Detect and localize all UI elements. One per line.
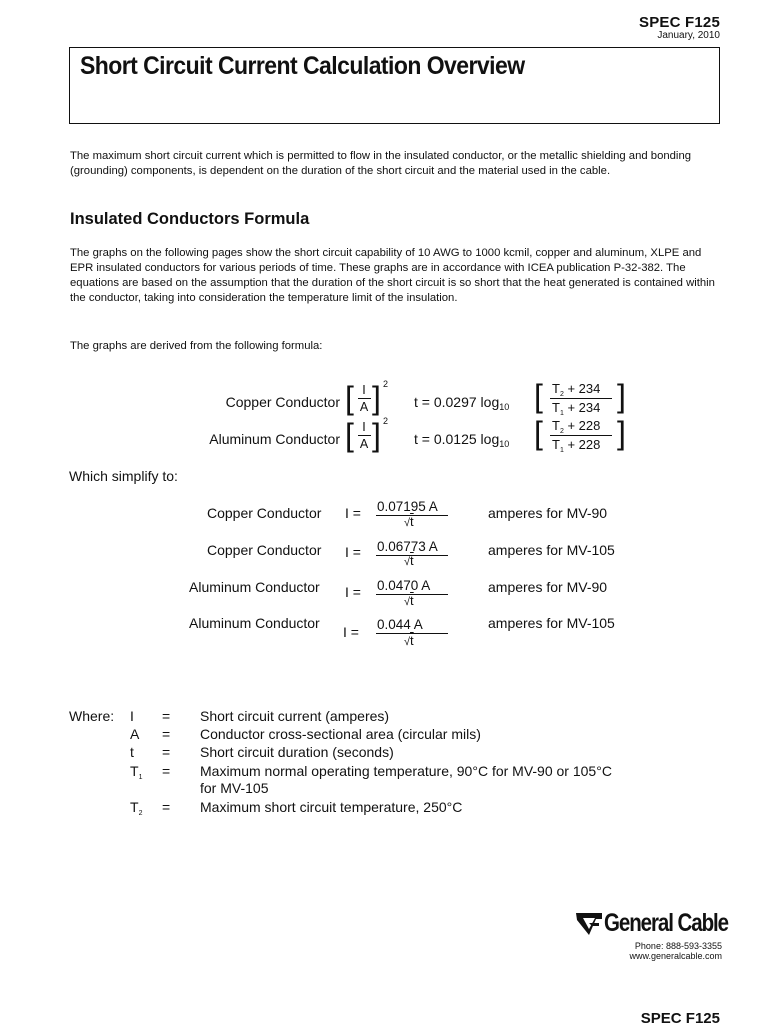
sqrt-icon: √ bbox=[404, 596, 411, 608]
t-expression: t = 0.0297 $\log_{10}$ bbox=[414, 394, 510, 412]
simplify-heading: Which simplify to: bbox=[69, 468, 178, 484]
right-bracket: ] bbox=[617, 378, 626, 414]
right-bracket: ] bbox=[372, 380, 381, 416]
website-link: www.generalcable.com bbox=[629, 951, 722, 961]
formula-numerator: 0.06773 A bbox=[377, 539, 438, 554]
fraction-numerator: I bbox=[362, 420, 366, 434]
temp-numerator: $T_2 + 228$ bbox=[552, 418, 601, 435]
formula-label: Copper Conductor bbox=[207, 542, 322, 558]
exponent: 2 bbox=[383, 416, 389, 426]
formula-label: Aluminum Conductor bbox=[189, 579, 320, 595]
formula-units: amperes for MV-90 bbox=[488, 579, 608, 595]
legend-symbol: $T_2$ bbox=[130, 799, 143, 817]
where-label: Where: bbox=[69, 708, 115, 724]
formula-units: amperes for MV-105 bbox=[488, 542, 615, 558]
formula-denominator: √t bbox=[404, 633, 414, 648]
formula-label: Aluminum Conductor bbox=[209, 431, 340, 447]
fraction-denominator: A bbox=[359, 400, 369, 414]
left-bracket: [ bbox=[345, 380, 354, 416]
fraction-numerator: I bbox=[362, 383, 366, 397]
formula-units: amperes for MV-90 bbox=[488, 505, 608, 521]
formula-denominator: √t bbox=[404, 593, 414, 608]
legend-equals: = bbox=[162, 744, 171, 760]
spec-date: January, 2010 bbox=[657, 30, 720, 41]
fraction-line bbox=[358, 398, 371, 399]
phone-number: Phone: 888-593-3355 bbox=[634, 941, 722, 951]
contact-info bbox=[629, 941, 722, 961]
formula-lhs: I = bbox=[343, 624, 359, 640]
fraction-denominator: A bbox=[359, 437, 369, 451]
derived-text: The graphs are derived from the following formula: bbox=[70, 340, 323, 352]
legend-equals: = bbox=[162, 708, 171, 724]
legend-description: Short circuit duration (seconds) bbox=[200, 744, 394, 760]
formula-lhs: I = bbox=[345, 584, 361, 600]
legend-description-cont: for MV-105 bbox=[200, 780, 269, 796]
temp-denominator: $T_1 + 234$ bbox=[552, 400, 601, 417]
temp-numerator: $T_2 + 234$ bbox=[552, 381, 601, 398]
legend-description: Maximum normal operating temperature, 90°C for MV-90 or 105°C bbox=[200, 763, 612, 779]
formula-numerator: 0.0470 A bbox=[377, 578, 431, 593]
legend-equals: = bbox=[162, 726, 171, 742]
formula-numerator: 0.044 A bbox=[377, 617, 423, 632]
legend-symbol: t bbox=[130, 744, 134, 760]
section-heading: Insulated Conductors Formula bbox=[70, 210, 310, 228]
fraction-line bbox=[358, 435, 371, 436]
right-bracket: ] bbox=[372, 417, 381, 453]
general-cable-logo-icon bbox=[574, 910, 604, 943]
formula-denominator: √t bbox=[404, 514, 414, 529]
intro-paragraph: The maximum short circuit current which is permitted to flow in the insulated conductor, or the metallic shielding and bonding (grounding) components, is dependent on the duration of the short circuit and the material used in the cable. bbox=[70, 150, 692, 177]
formula-lhs: I = bbox=[345, 544, 361, 560]
formula-numerator: 0.07195 A bbox=[377, 499, 438, 514]
formula-label: Copper Conductor bbox=[207, 505, 322, 521]
page-title: Short Circuit Current Calculation Overview bbox=[80, 52, 525, 80]
fraction-line bbox=[550, 398, 612, 399]
legend-symbol: I bbox=[130, 708, 134, 724]
fraction-line bbox=[550, 435, 612, 436]
sqrt-icon: √ bbox=[404, 636, 411, 648]
formula-units: amperes for MV-105 bbox=[488, 615, 615, 631]
body-paragraph: The graphs on the following pages show the short circuit capability of 10 AWG to 1000 kcmil, copper and aluminum, XLPE and EPR insulated conductors for various periods of time. These graphs are in accordance with ICEA publication P-32-382. The equations are based on the assumption that the duration of the short circuit is so short that the heat generated is contained within the conductor, taking into consideration the temperature limit of the insulation. bbox=[70, 247, 715, 304]
legend-description: Conductor cross-sectional area (circular mils) bbox=[200, 726, 481, 742]
right-bracket: ] bbox=[617, 415, 626, 451]
formula-lhs: I = bbox=[345, 505, 361, 521]
left-bracket: [ bbox=[345, 417, 354, 453]
sqrt-icon: √ bbox=[404, 517, 411, 529]
spec-number: SPEC F125 bbox=[638, 14, 720, 31]
company-logo-text: General Cable bbox=[604, 909, 729, 937]
legend-symbol: $T_1$ bbox=[130, 763, 143, 781]
legend-symbol: A bbox=[130, 726, 140, 742]
formula-label: Copper Conductor bbox=[225, 394, 340, 410]
legend-equals: = bbox=[162, 799, 171, 815]
left-bracket: [ bbox=[534, 415, 543, 451]
temp-denominator: $T_1 + 228$ bbox=[552, 437, 601, 454]
t-expression: t = 0.0125 $\log_{10}$ bbox=[414, 431, 510, 449]
left-bracket: [ bbox=[534, 378, 543, 414]
footer-spec-number: SPEC F125 bbox=[640, 1010, 720, 1027]
exponent: 2 bbox=[383, 379, 389, 389]
sqrt-icon: √ bbox=[404, 556, 411, 568]
legend-description: Short circuit current (amperes) bbox=[200, 708, 390, 724]
formula-denominator: √t bbox=[404, 553, 414, 568]
legend-equals: = bbox=[162, 763, 171, 779]
formula-label: Aluminum Conductor bbox=[189, 615, 320, 631]
legend-description: Maximum short circuit temperature, 250°C bbox=[200, 799, 463, 815]
